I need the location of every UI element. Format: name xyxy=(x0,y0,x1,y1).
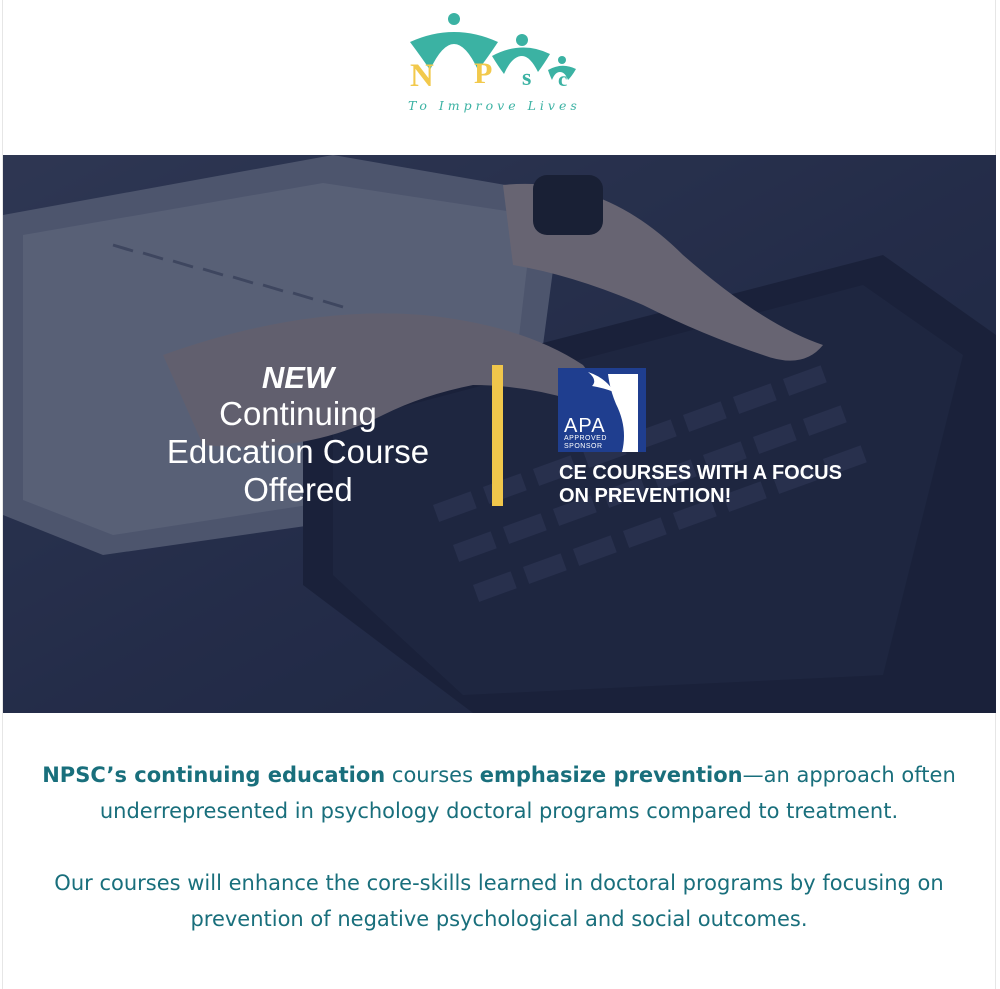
hero-title-line3: Offered xyxy=(243,471,353,508)
logo-letter-c: c xyxy=(558,67,568,91)
logo-tagline: To Improve Lives xyxy=(408,98,581,113)
apa-subtitle-line1: APPROVED xyxy=(564,435,607,442)
hero-focus-line1: CE COURSES WITH A FOCUS xyxy=(559,462,842,484)
intro-bold-prevention: emphasize prevention xyxy=(479,763,743,787)
hero-announcement xyxy=(128,361,468,509)
apa-subtitle xyxy=(564,435,634,451)
body-copy xyxy=(40,757,958,937)
intro-text-2: —an approach often underrepresented in psychology doctoral programs compared to treatment. xyxy=(99,763,956,823)
hero-focus-line2: ON PREVENTION! xyxy=(559,485,732,507)
apa-name: APA xyxy=(564,415,606,437)
npsc-logo[interactable] xyxy=(400,12,600,117)
intro-text-1: courses xyxy=(385,763,480,787)
skills-paragraph: Our courses will enhance the core-skills learned in doctoral programs by focusing on prevention of negative psychological and social outcomes. xyxy=(54,871,944,931)
hero-title-line2: Education Course xyxy=(166,433,430,470)
hero-new-label: NEW xyxy=(261,360,335,395)
logo-letter-s: s xyxy=(522,65,532,91)
hero-banner[interactable] xyxy=(3,155,996,713)
intro-bold-npsc: NPSC’s continuing education xyxy=(42,763,386,787)
logo-letter-n: N xyxy=(410,58,434,94)
apa-approved-sponsor-badge xyxy=(558,368,646,452)
hero-title-line1: Continuing xyxy=(219,395,377,432)
intro-paragraph xyxy=(40,757,958,829)
hero-focus-text xyxy=(559,462,919,508)
apa-subtitle-line2: SPONSOR xyxy=(564,443,603,450)
hero-divider xyxy=(492,365,503,506)
logo-letter-p: P xyxy=(474,57,493,90)
